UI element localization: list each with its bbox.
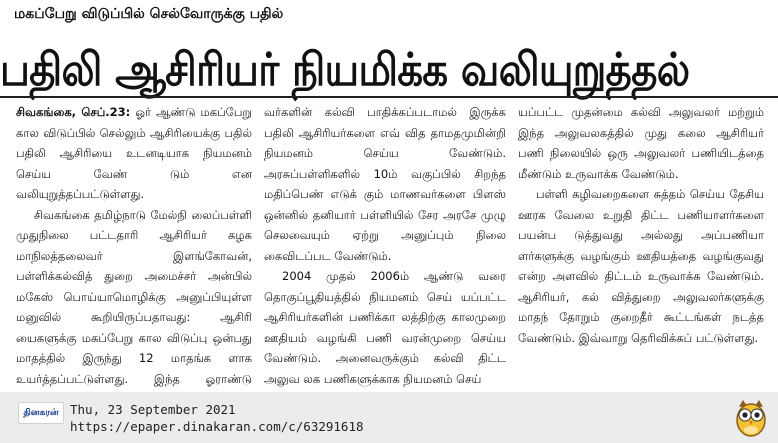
article-kicker: மகப்பேறு விடுப்பில் செல்வோருக்கு பதில் [14, 6, 284, 22]
article-dateline: சிவகங்கை, செப்.23: [16, 105, 131, 119]
article-column-2 [264, 102, 506, 390]
article-body [0, 102, 778, 390]
article-paragraph: 2004 முதல் 2006ம் ஆண்டு வரை தொகுப்பூதியத்தில் நியமனம் செய் யப்பட்ட ஆசிரியர்களின் பணிக்கா லத்திற்கு காலமுறை ஊதியம் வழங்கி பணி வரன்முறை செய்ய வேண்டும். அனைவருக்கும் கல்வி திட்ட அலுவ லக பணிகளுக்காக நியமனம் செய் [264, 269, 506, 386]
article-headline: பதிலி ஆசிரியர் நியமிக்க வலியுறுத்தல் [0, 44, 690, 97]
article-column-1 [16, 102, 252, 390]
headline-divider [0, 96, 778, 98]
dinakaran-logo: தினகரன் [18, 402, 64, 424]
epaper-footer [0, 392, 778, 443]
article-paragraph: பள்ளி கழிவறைகளை சுத்தம் செய்ய தேசிய ஊரக வேலை உறுதி திட்ட பணியாளர்களை பயன்ப டுத்துவது அல்லது அப்பணியா ளர்களுக்கு வழங்கும் ஊதியத்தை வழங்குவது என்ற அளவில் திட்டம் உருவாக்க வேண்டும். ஆசிரியர், கல் வித்துறை அலுவலர்களுக்கு மாதந் தோறும் குறைதீர் கூட்டங்கள் நடத்த வேண்டும். இவ்வாறு தெரிவிக்கப் பட்டுள்ளது. [518, 187, 764, 345]
article-paragraph: வர்களின் கல்வி பாதிக்கப்படாமல் இருக்க பதிலி ஆசிரியர்களை எவ் வித தாமதமுமின்றி நியமனம் செய்ய வேண்டும். அரசுப்பள்ளிகளில் 10ம் வகுப்பில் சிறந்த மதிப்பெண் எடுக் கும் மாணவர்களை பிளஸ் ஒன்னில் தனியார் பள்ளியில் சேர அரசே முழு செலவையும் ஏற்று அனுப்பும் நிலை கைவிடப்பட வேண்டும். [264, 105, 506, 263]
edition-date: Thu, 23 September 2021 [70, 402, 236, 417]
owl-icon[interactable] [734, 398, 768, 438]
paragraph-text: ஓர் ஆண்டு மகப்பேறு கால விடுப்பில் செல்லும் ஆசிரியைக்கு பதில் பதிலி ஆசிரியை உடனடியாக நியமனம் செய்ய வேண் டும் என வலியுறுத்தப்பட்டுள்ளது. [16, 105, 252, 201]
article-paragraph [16, 102, 252, 205]
article-paragraph: சிவகங்கை தமிழ்நாடு மேல்நி லைப்பள்ளி முதுநிலை பட்டதாரி ஆசிரியர் கழக மாநிலத்தலைவர் இளங்கோவன், பள்ளிக்கல்வித் துறை அமைச்சர் அன்பில் மகேஸ் பொய்யாமொழிக்கு அனுப்பியுள்ள மனுவில் கூறியிருப்பதாவது: ஆசிரி யைகளுக்கு மகப்பேறு கால விடுப்பு ஒன்பது மாதத்தில் இருந்து 12 மாதங்க ளாக உயர்த்தப்பட்டுள்ளது. இந்த ஓராண்டு [16, 207, 252, 386]
article-column-3 [518, 102, 764, 390]
article-paragraph: யப்பட்ட முதன்மை கல்வி அலுவலர் மற்றும் இந்த அலுவலகத்தில் முது கலை ஆசிரியர் பணி நிலையில் ஒரு அலுவலர் பணியிடத்தை மீண்டும் உருவாக்க வேண்டும். [518, 105, 764, 181]
article-url-link[interactable]: https://epaper.dinakaran.com/c/63291618 [70, 419, 364, 434]
